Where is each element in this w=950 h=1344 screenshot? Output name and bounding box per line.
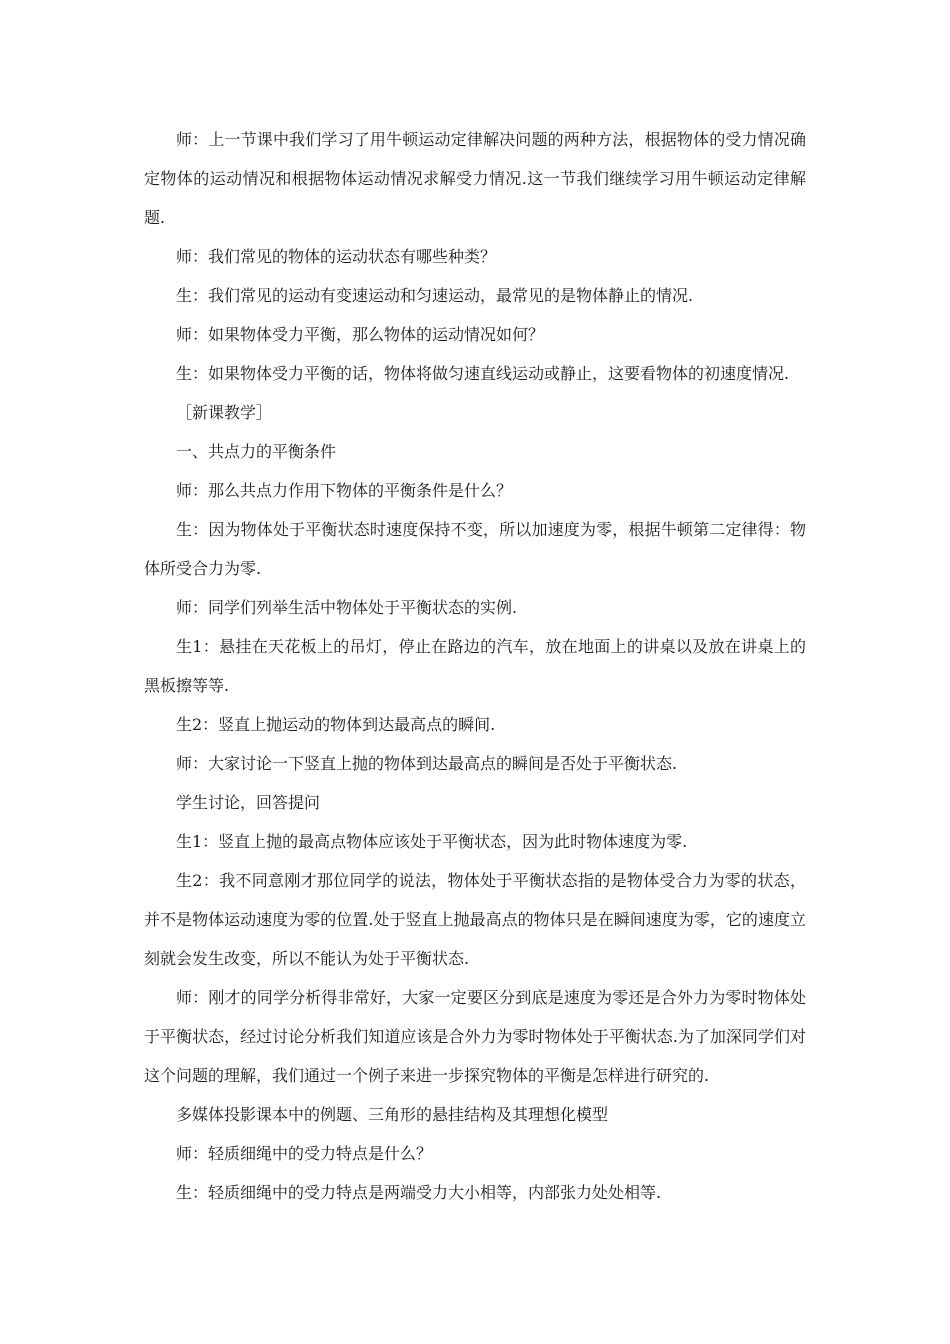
paragraph-18: 多媒体投影课本中的例题、三角形的悬挂结构及其理想化模型: [176, 1105, 609, 1124]
document-page: [144, 120, 806, 1212]
paragraph-4: 师：如果物体受力平衡，那么物体的运动情况如何？: [176, 325, 545, 344]
paragraph-17: 师：刚才的同学分析得非常好，大家一定要区分到底是速度为零还是合外力为零时物体处于平衡状态，经过讨论分析我们知道应该是合外力为零时物体处于平衡状态.为了加深同学们对这个问题的理解，我们通过一个例子来进一步探究物体的平衡是怎样进行研究的.: [144, 988, 806, 1085]
paragraph-15: 生1：竖直上抛的最高点物体应该处于平衡状态，因为此时物体速度为零.: [176, 832, 688, 851]
paragraph-9: 生：因为物体处于平衡状态时速度保持不变，所以加速度为零，根据牛顿第二定律得：物体所受合力为零.: [144, 520, 806, 578]
paragraph-2: 师：我们常见的物体的运动状态有哪些种类？: [176, 247, 497, 266]
paragraph-10: 师：同学们列举生活中物体处于平衡状态的实例.: [176, 598, 518, 617]
paragraph-16: 生2：我不同意刚才那位同学的说法，物体处于平衡状态指的是物体受合力为零的状态，并不是物体运动速度为零的位置.处于竖直上抛最高点的物体只是在瞬间速度为零，它的速度立刻就会发生改变，所以不能认为处于平衡状态.: [144, 871, 806, 968]
section-label-new-lesson: ［新课教学］: [176, 403, 273, 422]
paragraph-20: 生：轻质细绳中的受力特点是两端受力大小相等，内部张力处处相等.: [176, 1183, 662, 1202]
paragraph-8: 师：那么共点力作用下物体的平衡条件是什么？: [176, 481, 513, 500]
paragraph-12: 生2：竖直上抛运动的物体到达最高点的瞬间.: [176, 715, 496, 734]
paragraph-11: 生1：悬挂在天花板上的吊灯，停止在路边的汽车，放在地面上的讲桌以及放在讲桌上的黑板擦等等.: [144, 637, 806, 695]
section-heading-equilibrium: 一、共点力的平衡条件: [176, 442, 337, 461]
paragraph-5: 生：如果物体受力平衡的话，物体将做匀速直线运动或静止，这要看物体的初速度情况.: [176, 364, 790, 383]
paragraph-13: 师：大家讨论一下竖直上抛的物体到达最高点的瞬间是否处于平衡状态.: [176, 754, 678, 773]
paragraph-3: 生：我们常见的运动有变速运动和匀速运动，最常见的是物体静止的情况.: [176, 286, 694, 305]
paragraph-19: 师：轻质细绳中的受力特点是什么？: [176, 1144, 433, 1163]
paragraph-14: 学生讨论，回答提问: [176, 793, 321, 812]
paragraph-1: 师：上一节课中我们学习了用牛顿运动定律解决问题的两种方法，根据物体的受力情况确定物体的运动情况和根据物体运动情况求解受力情况.这一节我们继续学习用牛顿运动定律解题.: [144, 130, 806, 227]
